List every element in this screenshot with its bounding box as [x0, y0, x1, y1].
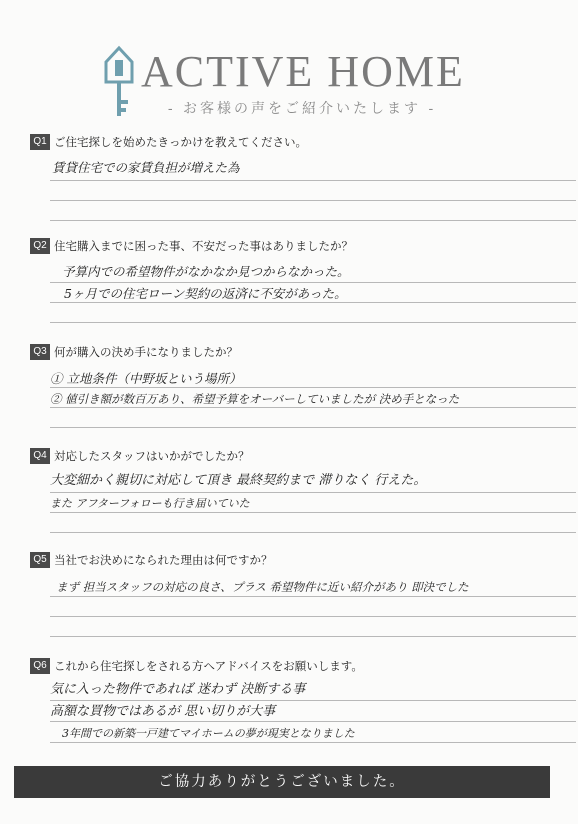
answer-line: ① 立地条件（中野坂という場所） — [50, 371, 242, 386]
answer-rule — [50, 322, 576, 323]
answer-rule — [50, 180, 576, 181]
answer-line: 予算内での希望物件がなかなか見つからなかった。 — [62, 264, 350, 279]
question-header — [30, 448, 546, 466]
question-block-q6 — [30, 658, 546, 748]
question-label: Q1 — [30, 134, 50, 150]
answer-rule — [50, 512, 576, 513]
answer-rule — [50, 282, 576, 283]
question-block-q3 — [30, 344, 546, 434]
question-header — [30, 344, 546, 362]
answer-rule — [50, 532, 576, 533]
question-block-q2 — [30, 238, 546, 328]
question-header — [30, 552, 546, 570]
answer-rule — [50, 700, 576, 701]
answer-rule — [50, 200, 576, 201]
question-label: Q3 — [30, 344, 50, 360]
answer-line: また アフターフォローも行き届いていた — [50, 497, 250, 510]
footer-banner: ご協力ありがとうございました。 — [14, 766, 550, 798]
question-label: Q4 — [30, 448, 50, 464]
question-header — [30, 238, 546, 256]
question-label: Q5 — [30, 552, 50, 568]
question-block-q1 — [30, 134, 546, 224]
answer-line: 賃貸住宅での家賃負担が増えた為 — [52, 160, 240, 175]
answer-line: 気に入った物件であれば 迷わず 決断する事 — [50, 682, 306, 697]
answer-rule — [50, 721, 576, 722]
answer-rule — [50, 407, 576, 408]
question-header — [30, 134, 546, 152]
answer-line: 3年間での新築一戸建てマイホームの夢が現実となりました — [62, 727, 355, 740]
answer-rule — [50, 742, 576, 743]
answer-line: まず 担当スタッフの対応の良さ、プラス 希望物件に近い紹介があり 即決でした — [56, 580, 469, 594]
answer-line: 大変細かく親切に対応して頂き 最終契約まで 滞りなく 行えた。 — [50, 473, 427, 488]
answer-rule — [50, 616, 576, 617]
answer-rule — [50, 220, 576, 221]
answer-rule — [50, 387, 576, 388]
key-house-icon — [104, 44, 134, 120]
question-label: Q6 — [30, 658, 50, 674]
answer-line: 5ヶ月での住宅ローン契約の返済に不安があった。 — [64, 286, 347, 301]
answer-rule — [50, 636, 576, 637]
brand-name: ACTIVE HOME — [141, 47, 465, 96]
question-text: 対応したスタッフはいかがでしたか？ — [54, 449, 250, 463]
question-text: これから住宅探しをされる方へアドバイスをお願いします。 — [54, 659, 363, 673]
question-header — [30, 658, 546, 676]
answer-rule — [50, 427, 576, 428]
question-text: 当社でお決めになられた理由は何ですか？ — [54, 553, 273, 567]
question-text: 何が購入の決め手になりましたか？ — [54, 345, 238, 359]
question-block-q4 — [30, 448, 546, 538]
answer-line: 高額な買物ではあるが 思い切りが大事 — [50, 704, 276, 719]
answer-rule — [50, 302, 576, 303]
answer-rule — [50, 596, 576, 597]
question-text: 住宅購入までに困った事、不安だった事はありましたか？ — [54, 239, 353, 253]
question-block-q5 — [30, 552, 546, 642]
answer-line: ② 値引き額が数百万あり、希望予算をオーバーしていましたが 決め手となった — [50, 392, 460, 406]
question-label: Q2 — [30, 238, 50, 254]
answer-rule — [50, 492, 576, 493]
brand-tagline: - お客様の声をご紹介いたします - — [167, 101, 437, 117]
question-text: ご住宅探しを始めたきっかけを教えてください。 — [54, 135, 307, 149]
